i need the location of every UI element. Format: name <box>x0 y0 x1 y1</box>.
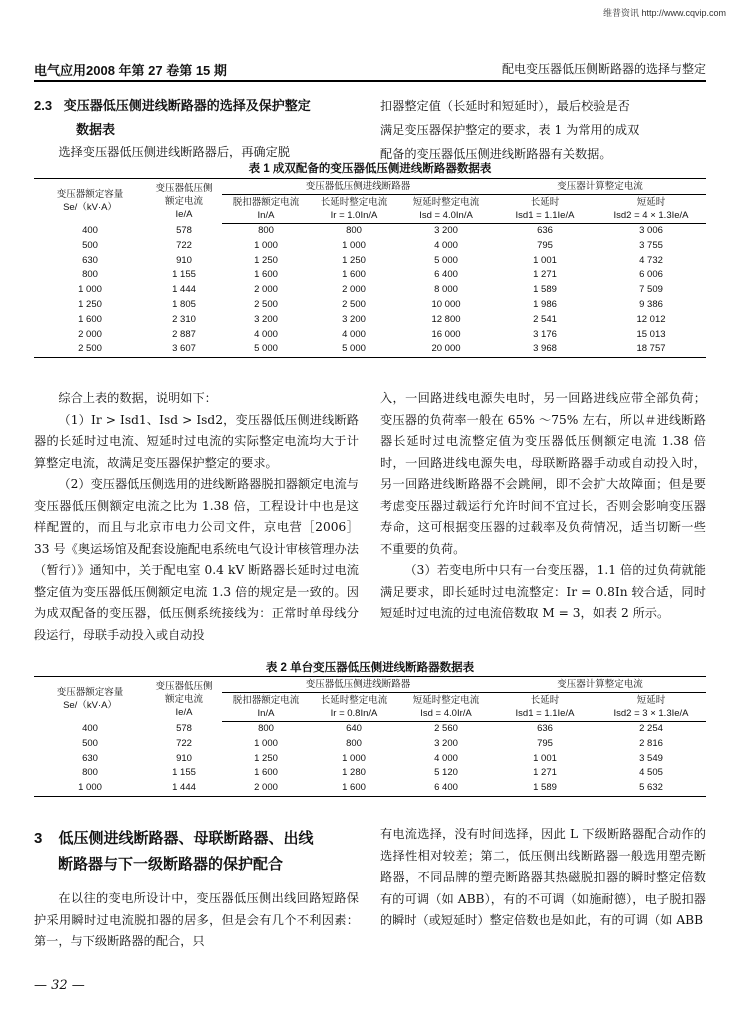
section-number: 2.3 <box>34 98 53 113</box>
table-cell: 800 <box>258 225 274 236</box>
table-cell: 7 509 <box>639 284 663 296</box>
table-cell: 630 <box>82 254 98 266</box>
table-cell: 1 250 <box>254 752 278 764</box>
paragraph: （3）若变电所中只有一台变压器，1.1 倍的过负荷就能满足要求，即长延时过电流整定：Ir = 0.8In 较合适，同时短延时过电流的过电流倍数取 M = 3，如表 2 所示。 <box>380 563 706 620</box>
watermark: 维普资讯 http://www.cqvip.com <box>602 8 726 18</box>
col-header-trip-rated: 脱扣器额定电流 In/A <box>222 195 310 224</box>
page-number: — 32 — <box>34 978 85 993</box>
paragraph-line: 满足变压器保护整定的要求，表 1 为常用的成双 <box>380 123 640 137</box>
table2-wrap <box>34 676 706 797</box>
col-header-short-delay: 短延时整定电流 Isd = 4.0Ir/A <box>398 693 494 722</box>
journal-name: 电气应用2008 年第 27 卷第 15 期 <box>34 63 227 78</box>
table-cell: 1 805 <box>172 298 196 310</box>
table-cell: 800 <box>346 225 362 236</box>
col-header-calc-long: 长延时 Isd1 = 1.1Ie/A <box>494 195 596 224</box>
table-cell: 3 200 <box>254 313 278 325</box>
table-cell: 500 <box>82 239 98 251</box>
table-cell: 1 271 <box>533 269 557 281</box>
col-header-rated-current: 变压器低压侧 额定电流 Ie/A <box>146 677 222 722</box>
table-row <box>34 224 706 239</box>
table-cell: 910 <box>176 752 192 764</box>
section-number: 3 <box>34 830 43 847</box>
paragraph: 在以往的变电所设计中，变压器低压侧出线回路短路保护采用瞬时过电流脱扣器的居多，但是会有几个不利因素：第一，与下级断路器的配合，只 <box>34 891 359 948</box>
table-cell: 2 310 <box>172 313 196 325</box>
table-row <box>34 254 706 269</box>
table-cell: 400 <box>82 722 98 734</box>
table-cell: 1 600 <box>254 269 278 281</box>
section-heading-line1: 低压侧进线断路器、母联断路器、出线 <box>58 830 314 847</box>
table-cell: 3 549 <box>639 752 663 764</box>
mid-right-column <box>380 388 706 625</box>
table-cell: 578 <box>176 722 192 734</box>
table-cell: 2 000 <box>342 284 366 296</box>
table-cell: 2 000 <box>254 284 278 296</box>
table-row <box>34 737 706 752</box>
section-3-left <box>34 826 359 953</box>
table-cell: 722 <box>176 737 192 749</box>
table-row <box>34 283 706 298</box>
table-cell: 1 986 <box>533 298 557 310</box>
table-cell: 2 500 <box>34 342 146 357</box>
table-row <box>34 328 706 343</box>
table-cell: 795 <box>537 239 553 251</box>
table1-wrap <box>34 178 706 358</box>
table-cell: 12 800 <box>431 313 461 325</box>
section-2-3-right <box>380 94 706 166</box>
group-header-breaker: 变压器低压侧进线断路器 <box>222 179 494 195</box>
table-cell: 722 <box>176 239 192 251</box>
table-cell: 5 120 <box>434 767 458 779</box>
table-cell: 4 000 <box>434 752 458 764</box>
table-cell: 15 013 <box>636 328 666 340</box>
table-cell: 2 000 <box>78 328 102 340</box>
table-cell: 1 589 <box>494 781 596 796</box>
table-cell: 3 200 <box>434 737 458 749</box>
table-cell: 6 400 <box>398 781 494 796</box>
table-cell: 1 271 <box>533 767 557 779</box>
paragraph: 综合上表的数据，说明如下： <box>58 391 217 405</box>
table-cell: 10 000 <box>431 298 461 310</box>
table2-caption: 表 2 单台变压器低压侧进线断路器数据表 <box>265 662 475 674</box>
table-cell: 1 444 <box>146 781 222 796</box>
group-header-calc: 变压器计算整定电流 <box>494 179 706 195</box>
table-cell: 1 250 <box>254 254 278 266</box>
paragraph: （2）变压器低压侧选用的进线断路器脱扣器额定电流与变压器低压侧额定电流之比为 1.38 倍，工程设计中也是这样配置的，而且与北京市电力公司文件，京电营［2006］33 号《奥运场馆及配套设施配电系统电气设计审核管理办法（暂行）》通知中，关于配电室 0.4 kV 断路器长延时过电流整定值为变压器低压侧额定电流 1.3 倍的规定是一致的。因为成双配备的变压器，低压侧系统接线为：正常时单母线分段运行，母联手动投入或自动投 <box>34 477 359 642</box>
section-heading-line2: 数据表 <box>76 122 116 137</box>
col-header-calc-short: 短延时 Isd2 = 3 × 1.3Ie/A <box>596 693 706 722</box>
table-cell: 4 505 <box>639 767 663 779</box>
table-cell: 5 000 <box>310 342 398 357</box>
table-cell: 3 755 <box>639 239 663 251</box>
table-row <box>34 752 706 767</box>
table-cell: 2 816 <box>639 737 663 749</box>
col-header-calc-long: 长延时 Isd1 = 1.1Ie/A <box>494 693 596 722</box>
mid-left-column <box>34 388 359 646</box>
table-cell: 1 250 <box>78 298 102 310</box>
table-cell: 1 000 <box>342 239 366 251</box>
running-header <box>34 58 706 82</box>
table1-body <box>34 224 706 358</box>
table-cell: 3 968 <box>494 342 596 357</box>
table-cell: 2 500 <box>254 298 278 310</box>
table-cell: 500 <box>82 737 98 749</box>
table1 <box>34 178 706 358</box>
table-cell: 4 732 <box>639 254 663 266</box>
paragraph: 入，一回路进线电源失电时，另一回路进线应带全部负荷；变压器的负荷率一般在 65% ～75% 左右，所以＃进线断路器长延时过电流整定值为变压器低压侧额定电流 1.38 倍时，一回路进线电源失电，母联断路器手动或自动投入时，另一回路进线断路器不会跳闸，即不会扩大故障面；但是要考虑变压器过载运行允许时间不宜过长，否则会影响变压器寿命，这可根据变压器的过载率及负荷情况，适当切断一些不重要的负荷。 <box>380 391 706 556</box>
table-cell: 1 280 <box>342 767 366 779</box>
table-cell: 400 <box>82 224 98 236</box>
col-header-capacity: 变压器额定容量 Se/（kV·A） <box>34 677 146 722</box>
table-cell: 800 <box>82 767 98 779</box>
table-row <box>34 313 706 328</box>
table-cell: 3 176 <box>533 328 557 340</box>
table-cell: 20 000 <box>398 342 494 357</box>
col-header-long-delay: 长延时整定电流 Ir = 1.0In/A <box>310 195 398 224</box>
table-cell: 1 600 <box>310 781 398 796</box>
table2 <box>34 676 706 797</box>
table-row <box>34 239 706 254</box>
section-2-3-left <box>34 94 359 164</box>
table-cell: 1 600 <box>254 767 278 779</box>
table-cell: 3 200 <box>434 225 458 236</box>
table-cell: 630 <box>82 752 98 764</box>
table-cell: 4 000 <box>254 328 278 340</box>
section-heading-line1: 变压器低压侧进线断路器的选择及保护整定 <box>63 98 311 113</box>
table-cell: 2 560 <box>434 723 458 734</box>
section-heading-line2: 断路器与下一级断路器的保护配合 <box>58 856 284 873</box>
table-cell: 2 254 <box>639 723 663 734</box>
col-header-rated-current: 变压器低压侧 额定电流 Ie/A <box>146 179 222 224</box>
table-cell: 1 155 <box>172 269 196 281</box>
table-cell: 1 600 <box>78 313 102 325</box>
section-heading <box>34 826 359 852</box>
table-cell: 5 632 <box>596 781 706 796</box>
group-header-breaker: 变压器低压侧进线断路器 <box>222 677 494 693</box>
table-cell: 1 444 <box>172 284 196 296</box>
paragraph: 有电流选择，没有时间选择，因此 L 下级断路器配合动作的选择性相对较差；第二，低压侧出线断路器一般选用塑壳断路器，不同品牌的塑壳断路器其热磁脱扣器的瞬时整定倍数有的可调（如 ABB），有的不可调（如施耐德），电子脱扣器的瞬时（或短延时）整定倍数也是如此，有的可调（如 ABB <box>380 827 706 927</box>
col-header-short-delay: 短延时整定电流 Isd = 4.0In/A <box>398 195 494 224</box>
table-cell: 795 <box>537 737 553 749</box>
table-cell: 4 000 <box>342 328 366 340</box>
table-row <box>34 781 706 796</box>
group-header-calc: 变压器计算整定电流 <box>494 677 706 693</box>
section-heading <box>34 94 359 118</box>
table-cell: 4 000 <box>434 239 458 251</box>
table-cell: 5 000 <box>434 254 458 266</box>
table-cell: 18 757 <box>596 342 706 357</box>
table-cell: 1 000 <box>78 284 102 296</box>
table-cell: 9 386 <box>639 298 663 310</box>
table-cell: 640 <box>346 723 362 734</box>
table-row <box>34 298 706 313</box>
paragraph: 选择变压器低压侧进线断路器后，再确定脱 <box>58 145 290 159</box>
table-cell: 1 000 <box>34 781 146 796</box>
table-cell: 1 000 <box>254 737 278 749</box>
table-cell: 636 <box>537 723 553 734</box>
table-row <box>34 342 706 357</box>
table-cell: 8 000 <box>434 284 458 296</box>
table-cell: 16 000 <box>431 328 461 340</box>
table-cell: 1 600 <box>342 269 366 281</box>
table-cell: 12 012 <box>636 313 666 325</box>
table-cell: 800 <box>82 269 98 281</box>
table-cell: 1 155 <box>172 767 196 779</box>
table-cell: 800 <box>258 723 274 734</box>
table-row <box>34 766 706 781</box>
table-cell: 1 001 <box>533 752 557 764</box>
table-cell: 800 <box>346 737 362 749</box>
table-cell: 636 <box>537 225 553 236</box>
table-cell: 1 589 <box>533 284 557 296</box>
table-cell: 910 <box>176 254 192 266</box>
table-cell: 2 541 <box>533 313 557 325</box>
col-header-long-delay: 长延时整定电流 Ir = 0.8In/A <box>310 693 398 722</box>
table-cell: 3 607 <box>146 342 222 357</box>
article-title: 配电变压器低压侧断路器的选择与整定 <box>501 62 706 76</box>
table-cell: 578 <box>176 224 192 236</box>
col-header-trip-rated: 脱扣器额定电流 In/A <box>222 693 310 722</box>
paragraph: （1）Ir > Isd1、Isd > Isd2，变压器低压侧进线断路器的长延时过电流、短延时过电流的实际整定电流均大于计算整定电流，故满足变压器保护整定的要求。 <box>34 412 359 470</box>
table-cell: 3 200 <box>342 313 366 325</box>
paragraph-line: 配备的变压器低压侧进线断路器有关数据。 <box>380 147 612 161</box>
table-cell: 3 006 <box>639 225 663 236</box>
table-cell: 5 000 <box>222 342 310 357</box>
table-row <box>34 268 706 283</box>
table-cell: 1 001 <box>533 254 557 266</box>
table-cell: 2 500 <box>342 298 366 310</box>
table-cell: 6 400 <box>434 269 458 281</box>
table-cell: 1 000 <box>342 752 366 764</box>
col-header-calc-short: 短延时 Isd2 = 4 × 1.3Ie/A <box>596 195 706 224</box>
paragraph-line: 扣器整定值（长延时和短延时），最后校验是否 <box>380 99 630 113</box>
table-cell: 1 250 <box>342 254 366 266</box>
table-cell: 2 000 <box>222 781 310 796</box>
table1-caption: 表 1 成双配备的变压器低压侧进线断路器数据表 <box>248 163 492 175</box>
table-cell: 6 006 <box>639 269 663 281</box>
table2-body <box>34 722 706 797</box>
table-row <box>34 722 706 737</box>
table-cell: 1 000 <box>254 239 278 251</box>
table-cell: 2 887 <box>172 328 196 340</box>
col-header-capacity: 变压器额定容量 Se/（kV·A） <box>34 179 146 224</box>
section-3-right <box>380 824 706 932</box>
